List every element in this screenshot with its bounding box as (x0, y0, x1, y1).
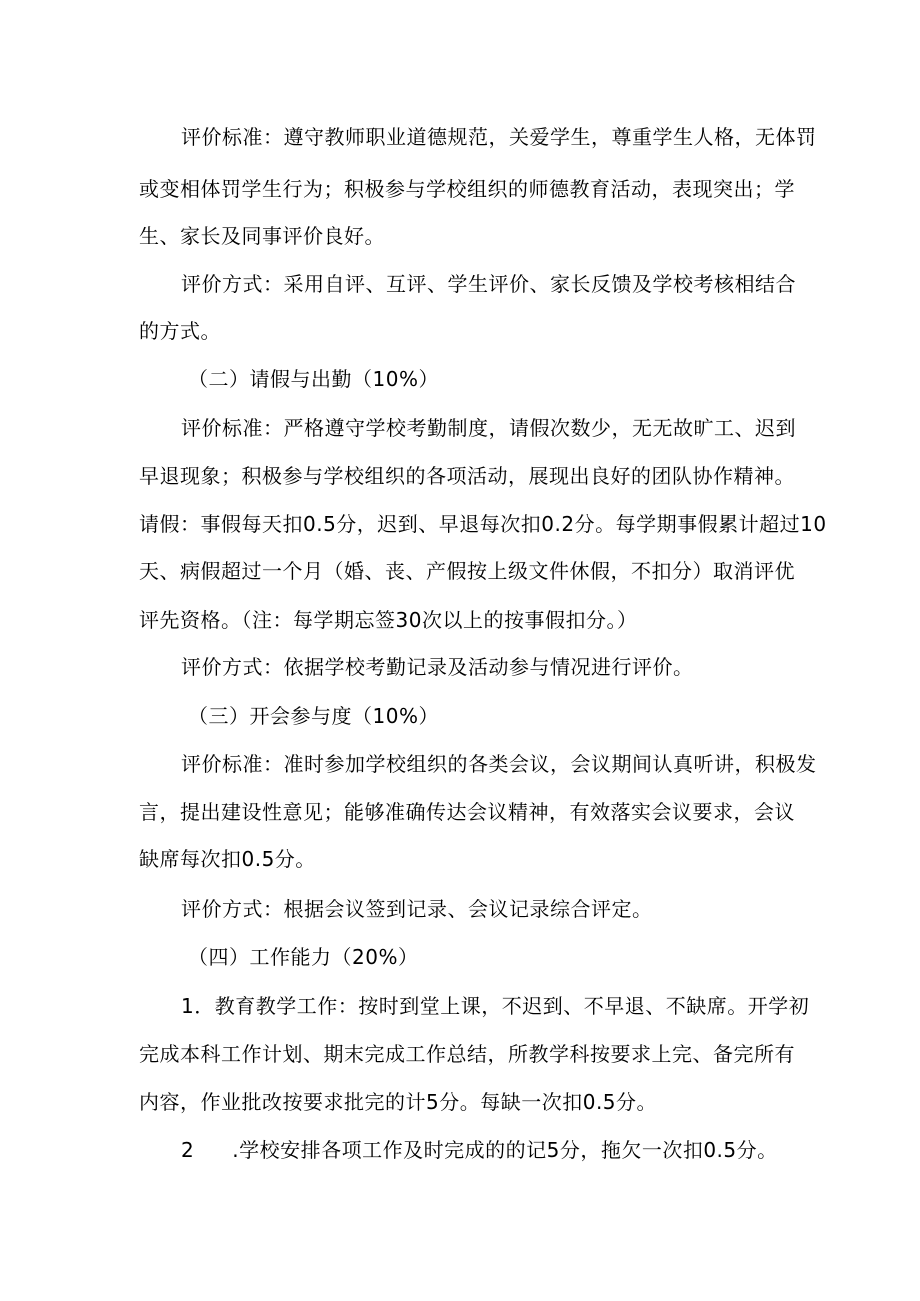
paragraph-ethics-method-line-2: 的方式。 (139, 319, 221, 343)
paragraph-attendance-standard-line-1: 评价标准：严格遵守学校考勤制度，请假次数少，无无故旷工、迟到 (181, 416, 796, 440)
section-heading-attendance: （二）请假与出勤（10%） (188, 367, 439, 391)
section-heading-meetings: （三）开会参与度（10%） (188, 704, 439, 728)
paragraph-attendance-method: 评价方式：依据学校考勤记录及活动参与情况进行评价。 (181, 655, 694, 679)
list-item-2 (181, 1140, 778, 1160)
list-item-1-line-3: 内容，作业批改按要求批完的计5分。每缺一次扣0.5分。 (139, 1090, 658, 1114)
list-item-2-text: .学校安排各项工作及时完成的的记5分，拖欠一次扣0.5分。 (232, 1138, 778, 1162)
paragraph-leave-rules-line-1: 请假：事假每天扣0.5分，迟到、早退每次扣0.2分。每学期事假累计超过10 (139, 512, 827, 536)
paragraph-leave-rules-line-3: 评先资格。（注：每学期忘签30次以上的按事假扣分。） (139, 608, 638, 632)
paragraph-meetings-standard-line-3: 缺席每次扣0.5分。 (139, 847, 316, 871)
section-heading-work-ability: （四）工作能力（20%） (188, 945, 419, 969)
paragraph-meetings-standard-line-2: 言，提出建设性意见；能够准确传达会议精神，有效落实会议要求，会议 (139, 800, 795, 824)
paragraph-ethics-standard-line-3: 生、家长及同事评价良好。 (139, 224, 385, 248)
list-item-1-line-2: 完成本科工作计划、期末完成工作总结，所教学科按要求上完、备完所有 (139, 1042, 795, 1066)
paragraph-attendance-standard-line-2: 早退现象；积极参与学校组织的各项活动，展现出良好的团队协作精神。 (139, 464, 795, 488)
paragraph-meetings-method: 评价方式：根据会议签到记录、会议记录综合评定。 (181, 897, 653, 921)
paragraph-ethics-standard-line-1: 评价标准：遵守教师职业道德规范，关爱学生，尊重学生人格，无体罚 (181, 125, 817, 149)
paragraph-leave-rules-line-2: 天、病假超过一个月（婚、丧、产假按上级文件休假，不扣分）取消评优 (139, 559, 795, 583)
list-item-2-number: 2 (181, 1138, 195, 1162)
paragraph-meetings-standard-line-1: 评价标准：准时参加学校组织的各类会议，会议期间认真听讲，积极发 (181, 752, 817, 776)
paragraph-ethics-method-line-1: 评价方式：采用自评、互评、学生评价、家长反馈及学校考核相结合 (181, 272, 796, 296)
list-item-1-line-1: 1．教育教学工作：按时到堂上课，不迟到、不早退、不缺席。开学初 (181, 994, 810, 1018)
paragraph-ethics-standard-line-2: 或变相体罚学生行为；积极参与学校组织的师德教育活动，表现突出；学 (139, 177, 795, 201)
